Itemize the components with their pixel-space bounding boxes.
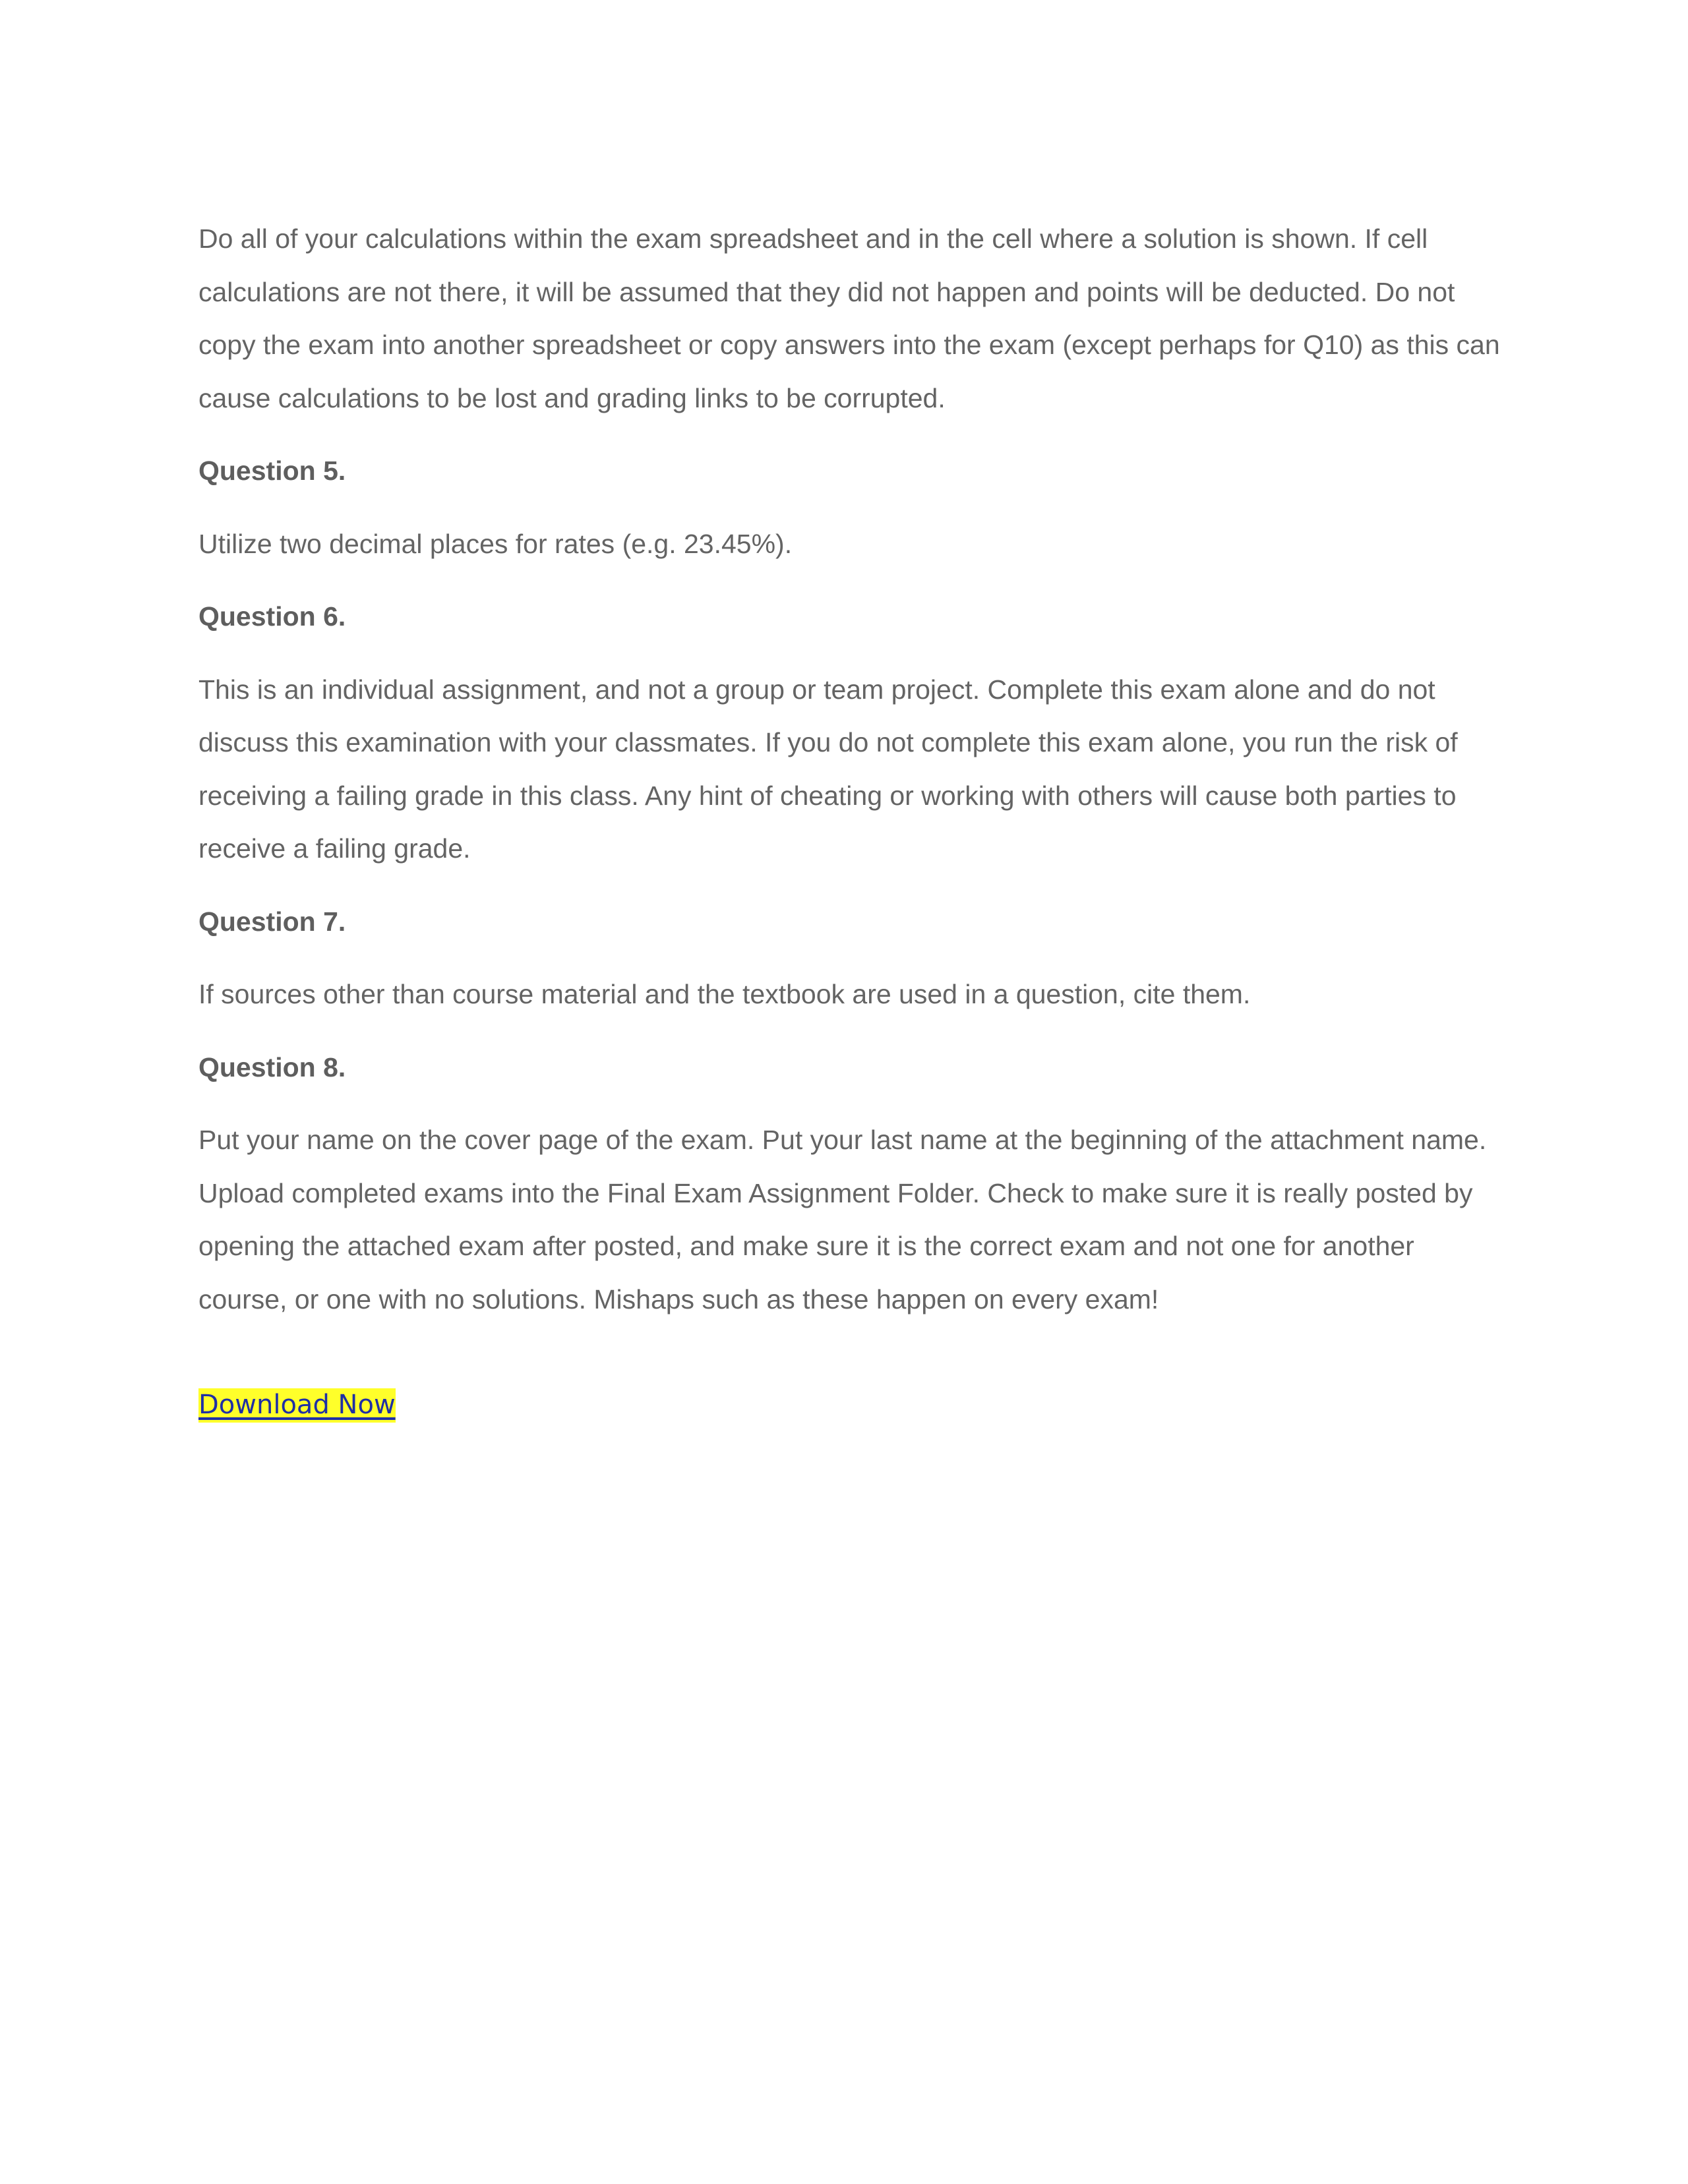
question-6-body: This is an individual assignment, and not a group or team project. Complete this exam alone and do not discuss this examination with your classmates. If you do not complete this exam alone, you run the risk of receiving a failing grade in this class. Any hint of cheating or working with others will cause both parties to receive a failing grade. — [198, 674, 1458, 864]
question-6-heading: Question 6. — [198, 601, 346, 632]
intro-paragraph: Do all of your calculations within the exam spreadsheet and in the cell where a solution is shown. If cell calculations are not there, it will be assumed that they did not happen and points will be deducted. Do not copy the exam into another spreadsheet or copy answers into the exam (except perhaps for Q10) as this can cause calculations to be lost and grading links to be corrupted. — [198, 223, 1500, 413]
question-5-body: Utilize two decimal places for rates (e.g. 23.45%). — [198, 528, 793, 559]
document-content — [198, 212, 1504, 1420]
download-now-link[interactable]: Download Now — [198, 1388, 396, 1423]
download-section — [198, 1389, 1504, 1420]
question-8-heading: Question 8. — [198, 1051, 346, 1082]
question-7-body: If sources other than course material and the textbook are used in a question, cite them. — [198, 979, 1251, 1009]
question-7-heading: Question 7. — [198, 906, 346, 937]
question-5-heading: Question 5. — [198, 456, 346, 486]
question-8-body: Put your name on the cover page of the exam. Put your last name at the beginning of the attachment name. Upload completed exams into the Final Exam Assignment Folder. Check to make sure it is really posted by opening the attached exam after posted, and make sure it is the correct exam and not one for another course, or one with no solutions. Mishaps such as these happen on every exam! — [198, 1125, 1487, 1314]
